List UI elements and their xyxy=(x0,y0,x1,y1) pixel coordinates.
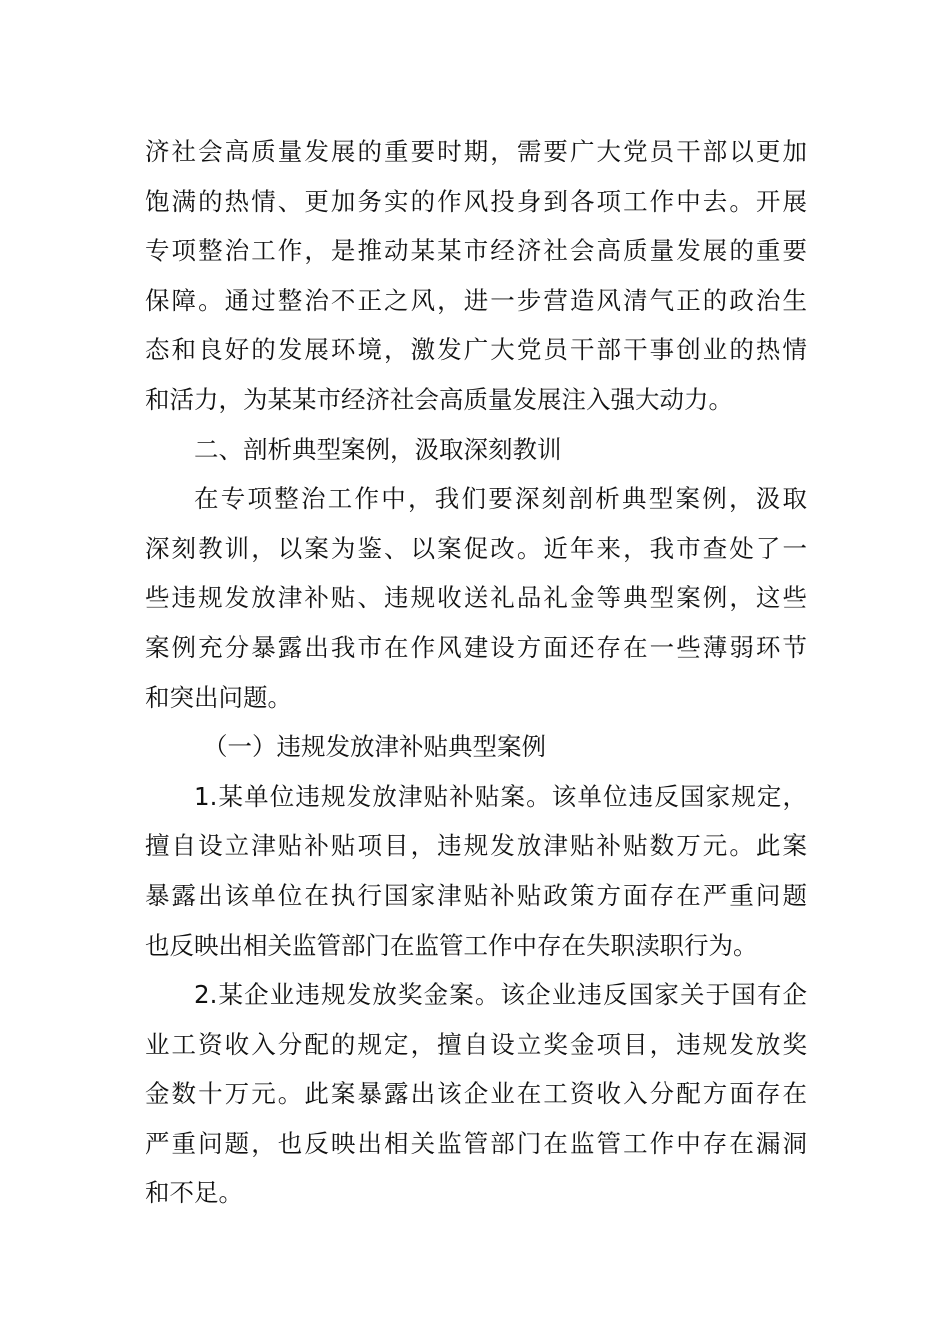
section-heading: 二、剖析典型案例，汲取深刻教训 xyxy=(194,434,562,464)
paragraph-line: 严重问题，也反映出相关监管部门在监管工作中存在漏洞 xyxy=(145,1128,807,1158)
paragraph-line: 态和良好的发展环境，激发广大党员干部干事创业的热情 xyxy=(145,335,807,365)
paragraph-line: 2.某企业违规发放奖金案。该企业违反国家关于国有企 xyxy=(194,980,807,1010)
paragraph-line: 些违规发放津补贴、违规收送礼品礼金等典型案例，这些 xyxy=(145,583,807,613)
paragraph-line: 1.某单位违规发放津贴补贴案。该单位违反国家规定， xyxy=(194,781,807,811)
paragraph-line: 和突出问题。 xyxy=(145,682,292,712)
paragraph-line: 济社会高质量发展的重要时期，需要广大党员干部以更加 xyxy=(145,137,807,166)
paragraph-line: 业工资收入分配的规定，擅自设立奖金项目，违规发放奖 xyxy=(145,1029,807,1059)
paragraph-line: 擅自设立津贴补贴项目，违规发放津贴补贴数万元。此案 xyxy=(145,831,807,861)
subsection-heading: （一）违规发放津补贴典型案例 xyxy=(203,732,546,762)
paragraph-line: 和活力，为某某市经济社会高质量发展注入强大动力。 xyxy=(145,384,733,414)
paragraph-line: 专项整治工作，是推动某某市经济社会高质量发展的重要 xyxy=(145,236,807,266)
paragraph-line: 也反映出相关监管部门在监管工作中存在失职渎职行为。 xyxy=(145,930,758,960)
paragraph-line: 保障。通过整治不正之风，进一步营造风清气正的政治生 xyxy=(145,285,807,315)
paragraph-line: 案例充分暴露出我市在作风建设方面还存在一些薄弱环节 xyxy=(145,632,807,662)
paragraph-line: 深刻教训，以案为鉴、以案促改。近年来，我市查处了一 xyxy=(145,533,807,563)
document-body xyxy=(145,127,807,1218)
paragraph-line: 饱满的热情、更加务实的作风投身到各项工作中去。开展 xyxy=(145,186,807,216)
paragraph-line: 和不足。 xyxy=(145,1178,243,1208)
paragraph-line: 在专项整治工作中，我们要深刻剖析典型案例，汲取 xyxy=(194,484,807,514)
paragraph-line: 金数十万元。此案暴露出该企业在工资收入分配方面存在 xyxy=(145,1079,807,1109)
paragraph-line: 暴露出该单位在执行国家津贴补贴政策方面存在严重问题 xyxy=(145,880,807,910)
